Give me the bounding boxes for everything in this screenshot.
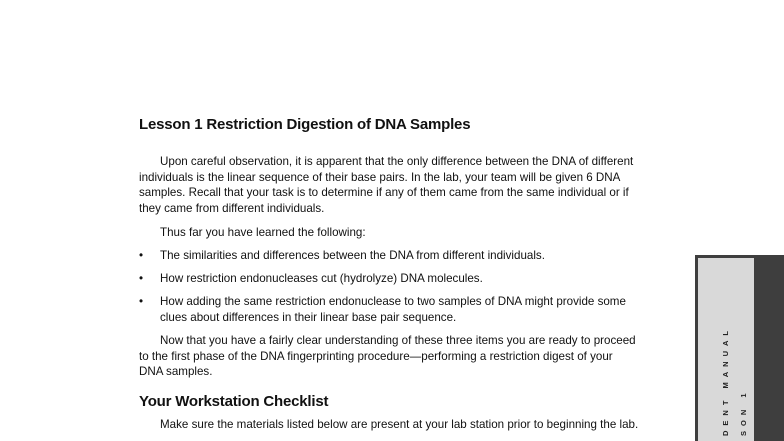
next-phase-text: Now that you have a fairly clear understanding of these three items you are ready to proceed to the first phase of the DNA fingerprinting procedure—performing a restriction digest of your DNA samples. xyxy=(139,334,636,379)
learned-intro-text: Thus far you have learned the following: xyxy=(160,226,366,239)
intro-paragraph-text: Upon careful observation, it is apparent that the only difference between the DNA of different individuals is the linear sequence of their base pairs. In the lab, your team will be given 6 DNA samples. Recall that your task is to determine if any of them came from the same individual or if they came from different individuals. xyxy=(139,155,634,215)
intro-paragraph xyxy=(139,154,639,216)
checklist-text: Make sure the materials listed below are present at your lab station prior to beginning the lab. xyxy=(160,418,639,431)
bullet-item-same-endonuclease xyxy=(139,294,639,325)
bullet-item-restriction-cut xyxy=(139,271,639,287)
section-title: Your Workstation Checklist xyxy=(139,393,329,410)
next-phase-paragraph xyxy=(139,333,639,380)
bullet-text: The similarities and differences between the DNA from different individuals. xyxy=(160,249,545,262)
learned-intro-paragraph xyxy=(139,225,639,241)
bullet-dot: • xyxy=(139,295,144,308)
side-tab-label-1: DENT MANUAL xyxy=(721,326,730,436)
bullet-dot: • xyxy=(139,249,144,262)
bullet-text: How restriction endonucleases cut (hydrolyze) DNA molecules. xyxy=(160,272,483,285)
bullet-dot: • xyxy=(139,272,144,285)
checklist-paragraph xyxy=(139,417,639,433)
bullet-text: How adding the same restriction endonuclease to two samples of DNA might provide some clues about differences in their linear base pair sequence. xyxy=(160,295,626,324)
side-tab-label-2: SON 1 xyxy=(739,388,748,436)
lesson-title: Lesson 1 Restriction Digestion of DNA Samples xyxy=(139,116,471,133)
bullet-item-similarities xyxy=(139,248,639,264)
